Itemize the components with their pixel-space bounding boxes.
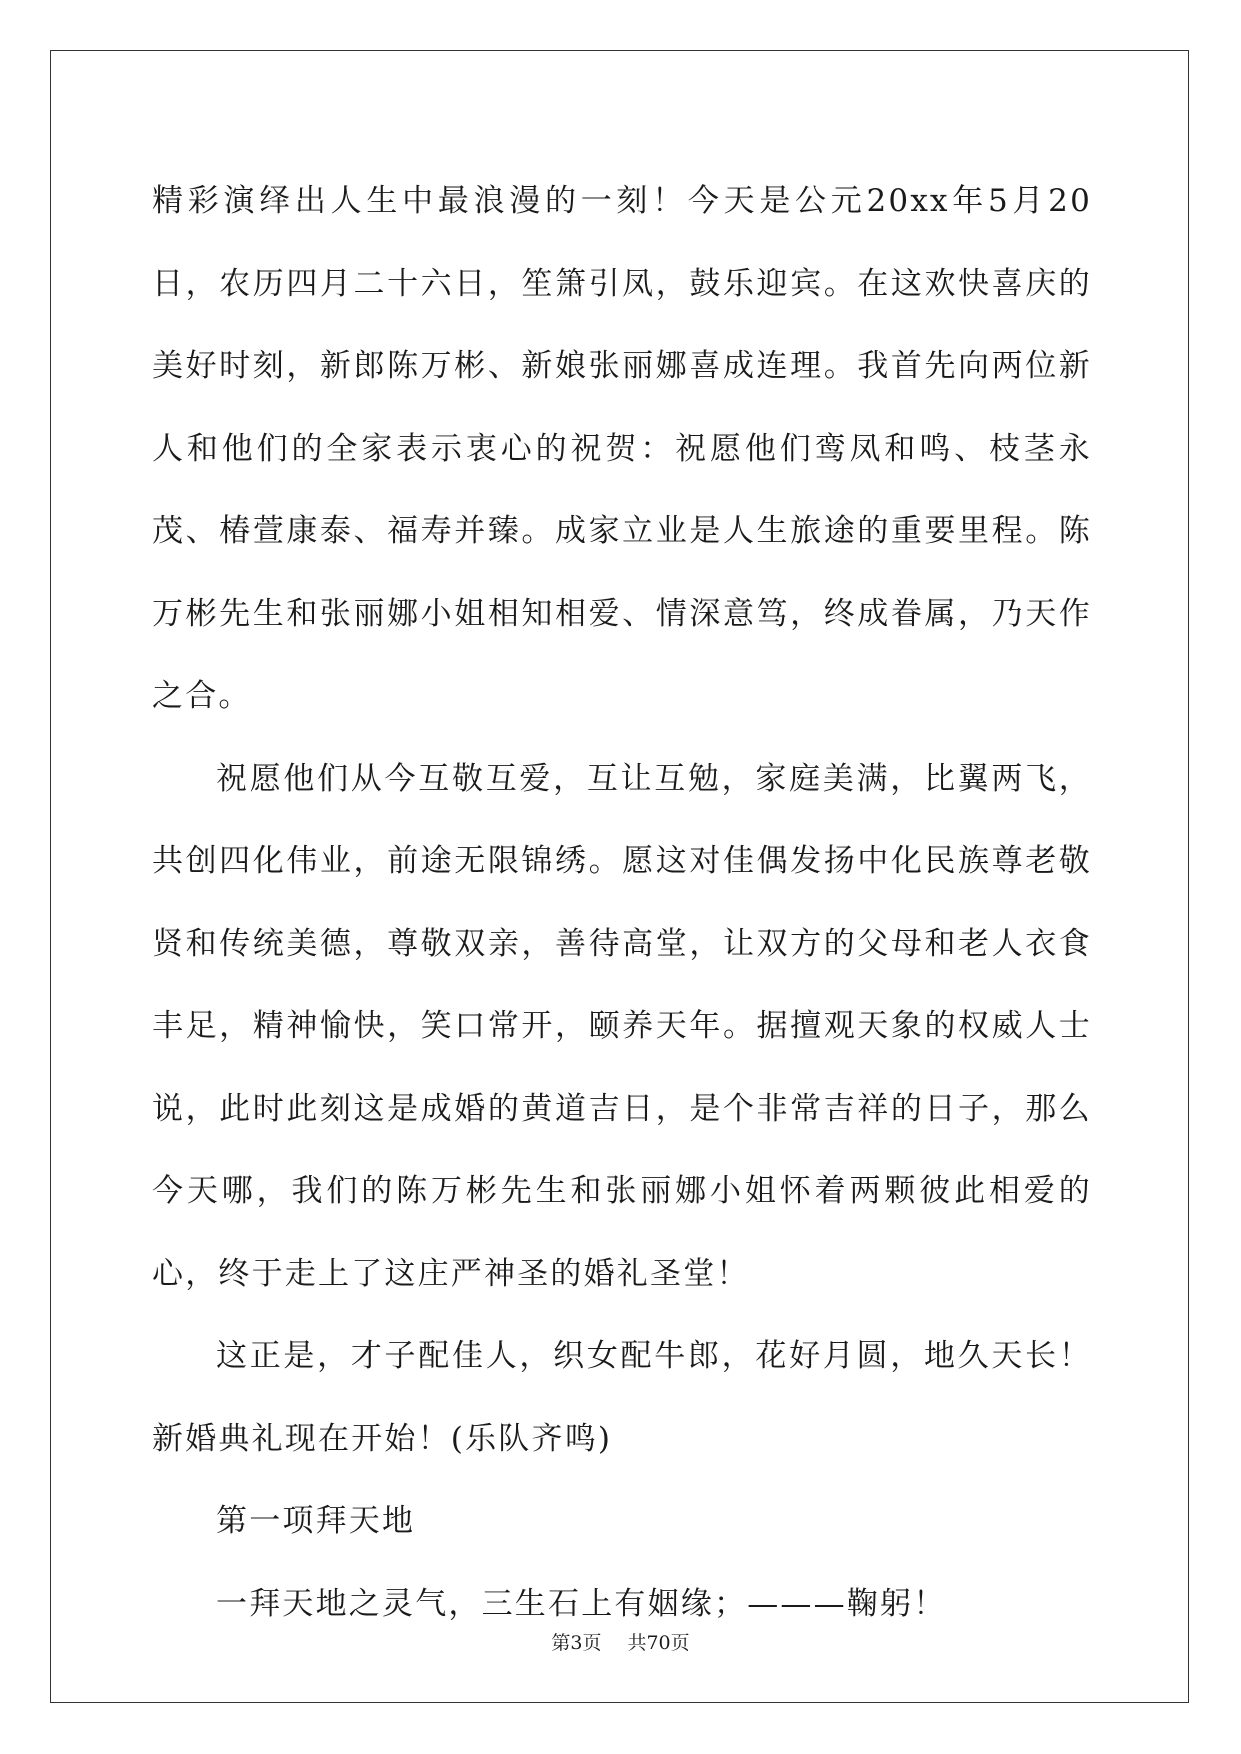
document-body <box>152 160 1092 1645</box>
section-heading-ceremony: 第一项拜天地 <box>216 1503 416 1539</box>
paragraph-5: 一拜天地之灵气，三生石上有姻缘；———鞠躬！ <box>216 1585 947 1622</box>
paragraph-2: 祝愿他们从今互敬互爱，互让互勉，家庭美满，比翼两飞，共创四化伟业，前途无限锦绣。愿这对佳偶发扬中化民族尊老敬贤和传统美德，尊敬双亲，善待高堂，让双方的父母和老人衣食丰足，精神愉快，笑口常开，颐养天年。据擅观天象的权威人士说，此时此刻这是成婚的黄道吉日，是个非常吉祥的日子，那么今天哪，我们的陈万彬先生和张丽娜小姐怀着两颗彼此相爱的心，终于走上了这庄严神圣的婚礼圣堂！ <box>152 760 1092 1292</box>
page-number: 第3页 <box>551 1632 602 1654</box>
page-total: 共70页 <box>627 1632 690 1654</box>
paragraph-1: 精彩演绎出人生中最浪漫的一刻！今天是公元20xx年5月20日，农历四月二十六日，笙箫引凤，鼓乐迎宾。在这欢快喜庆的美好时刻，新郎陈万彬、新娘张丽娜喜成连理。我首先向两位新人和他们的全家表示衷心的祝贺：祝愿他们鸾凤和鸣、枝茎永茂、椿萱康泰、福寿并臻。成家立业是人生旅途的重要里程。陈万彬先生和张丽娜小姐相知相爱、情深意笃，终成眷属，乃天作之合。 <box>152 183 1092 714</box>
page-footer <box>0 1628 1241 1655</box>
paragraph-3: 这正是，才子配佳人，织女配牛郎，花好月圆，地久天长！新婚典礼现在开始！(乐队齐鸣) <box>152 1338 1092 1457</box>
